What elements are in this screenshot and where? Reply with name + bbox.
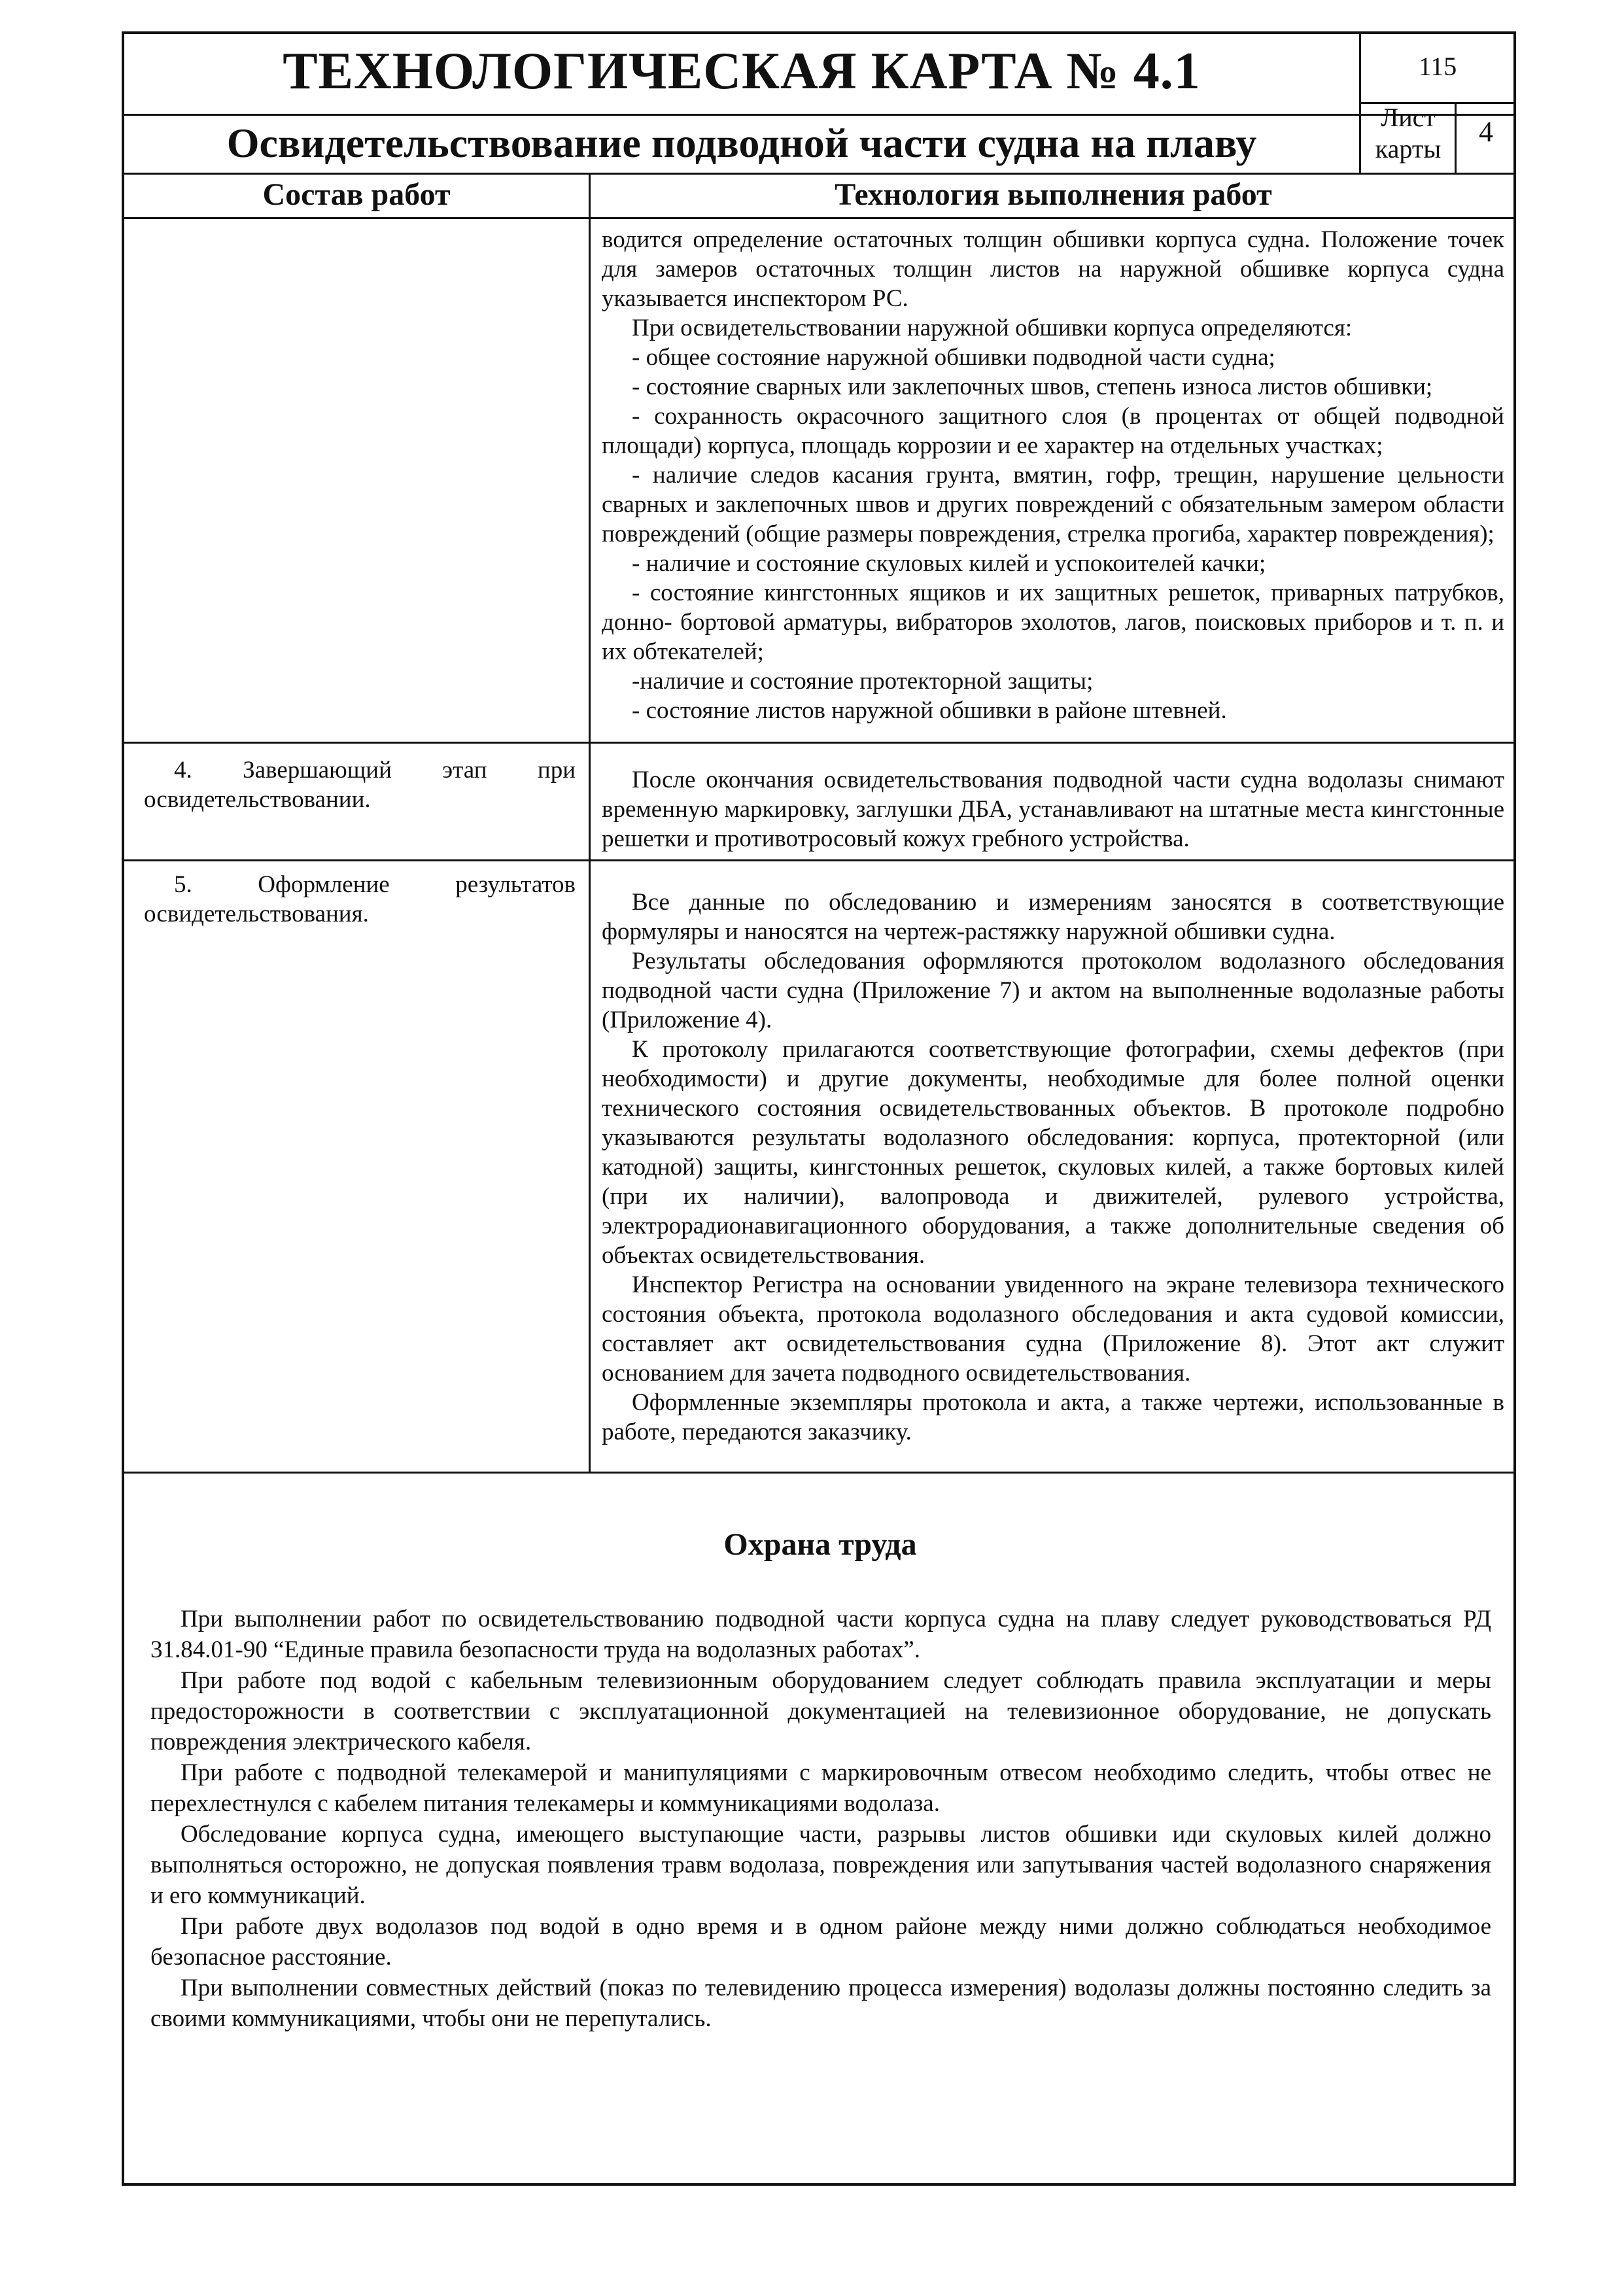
- safety-paragraph: При работе двух водолазов под водой в одно время и в одном районе между ними должно соблюдаться необходимое безопасное расстояние.: [150, 1913, 1491, 1971]
- safety-paragraph: При работе под водой с кабельным телевизионным оборудованием следует соблюдать правила эксплуатации и меры предосторожности в соответствии с эксплуатационной документацией на телевизионное оборудование, не допускать повреждения электрического кабеля.: [150, 1667, 1491, 1755]
- row2-technology-cell: [602, 765, 1504, 854]
- row3-paragraph: К протоколу прилагаются соответствующие фотографии, схемы дефектов (при необходимости) и другие документы, необходимые для более полной оценки технического состояния освидетельствованных объектов. В протоколе подробно указываются результаты водолазного обследования: корпуса, протекторной (или катодной) защиты, кингстонных решеток, скуловых килей, а также бортовых килей (при их наличии), валопровода и движителей, рулевого устройства, электрорадионавигационного оборудования, а также дополнительные сведения об объектах освидетельствования.: [602, 1036, 1504, 1269]
- header-divider-line: [124, 114, 1516, 116]
- row3-stage-cell: [144, 870, 576, 929]
- technological-card-page: [122, 31, 1516, 2186]
- sheet-number: 4: [1479, 116, 1493, 148]
- labor-safety-text: [150, 1604, 1491, 2034]
- safety-paragraph: При выполнении работ по освидетельствованию подводной части корпуса судна на плаву следует руководствоваться РД 31.84.01-90 “Единые правила безопасности труда на водолазных работах”.: [150, 1606, 1491, 1663]
- row1-list-item: - наличие и состояние скуловых килей и успокоителей качки;: [632, 550, 1266, 577]
- stage-final-step: 4. Завершающий этап при освидетельствовании.: [144, 757, 576, 813]
- sheet-label-line1: Лист: [1381, 103, 1436, 132]
- row2-divider-line: [124, 859, 1516, 861]
- sheet-label-line2: карты: [1375, 134, 1442, 164]
- row1-list-item: -наличие и состояние протекторной защиты;: [632, 668, 1094, 695]
- row1-list-item: - сохранность окрасочного защитного слоя (в процентах от общей подводной площади) корпуса, площадь коррозии и ее характер на отдельных участках;: [602, 403, 1504, 459]
- safety-paragraph: При работе с подводной телекамерой и манипуляциями с маркировочным отвесом необходимо следить, чтобы отвес не перехлестнулся с кабелем питания телекамеры и коммуникациями водолаза.: [150, 1759, 1491, 1817]
- row3-paragraph: Оформленные экземпляры протокола и акта, а также чертежи, использованные в работе, передаются заказчику.: [602, 1389, 1504, 1445]
- subtitle-divider-line: [124, 173, 1516, 175]
- row1-divider-line: [124, 742, 1516, 744]
- row1-paragraph: При освидетельствовании наружной обшивки корпуса определяются:: [632, 315, 1353, 341]
- stage-results-documentation: 5. Оформление результатов освидетельствования.: [144, 871, 576, 927]
- row1-list-item: - состояние листов наружной обшивки в районе штевней.: [632, 697, 1227, 724]
- column-header-divider-line: [124, 217, 1516, 219]
- row1-list-item: - общее состояние наружной обшивки подводной части судна;: [632, 344, 1275, 371]
- row1-technology-cell: [602, 225, 1504, 725]
- row1-list-item: - наличие следов касания грунта, вмятин, гофр, трещин, нарушение цельности сварных и заклепочных швов и других повреждений с обязательным замером области повреждений (общие размеры повреждения, стрелка прогиба, характер повреждения);: [602, 462, 1504, 547]
- table-bottom-line: [124, 1472, 1516, 1474]
- column-header-technology: Технология выполнения работ: [835, 177, 1272, 212]
- card-subtitle: Освидетельствование подводной части судна на плаву: [226, 120, 1257, 166]
- row1-list-item: - состояние сварных или заклепочных швов, степень износа листов обшивки;: [632, 373, 1433, 400]
- card-title: ТЕХНОЛОГИЧЕСКАЯ КАРТА № 4.1: [283, 43, 1201, 100]
- row2-paragraph: После окончания освидетельствования подводной части судна водолазы снимают временную маркировку, заглушки ДБА, устанавливают на штатные места кингстонные решетки и противотросовый кожух гребного устройства.: [602, 767, 1504, 852]
- row3-paragraph: Все данные по обследованию и измерениям заносятся в соответствующие формуляры и наносятся на чертеж-растяжку наружной обшивки судна.: [602, 889, 1504, 945]
- page-number: 115: [1418, 52, 1457, 81]
- column-divider-line: [589, 173, 591, 1473]
- row2-stage-cell: [144, 755, 576, 814]
- row3-paragraph: Инспектор Регистра на основании увиденного на экране телевизора технического состояния объекта, протокола водолазного обследования и акта судовой комиссии, составляет акт освидетельствования судна (Приложение 8). Этот акт служит основанием для зачета подводного освидетельствования.: [602, 1271, 1504, 1387]
- row3-technology-cell: [602, 888, 1504, 1447]
- row3-paragraph: Результаты обследования оформляются протоколом водолазного обследования подводной части судна (Приложение 7) и актом на выполненные водолазные работы (Приложение 4).: [602, 948, 1504, 1033]
- safety-paragraph: При выполнении совместных действий (показ по телевидению процесса измерения) водолазы должны постоянно следить за своими коммуникациями, чтобы они не перепутались.: [150, 1975, 1491, 2032]
- column-header-work-composition: Состав работ: [262, 177, 451, 212]
- row1-list-item: - состояние кингстонных ящиков и их защитных решеток, приварных патрубков, донно- бортовой арматуры, вибраторов эхолотов, лагов, поисковых приборов и т. п. и их обтекателей;: [602, 579, 1504, 665]
- labor-safety-heading: Охрана труда: [723, 1527, 917, 1562]
- safety-paragraph: Обследование корпуса судна, имеющего выступающие части, разрывы листов обшивки иди скуловых килей должно выполняться осторожно, не допуская появления травм водолаза, повреждения или запутывания частей водолазного снаряжения и его коммуникаций.: [150, 1821, 1491, 1909]
- row1-paragraph: водится определение остаточных толщин обшивки корпуса судна. Положение точек для замеров остаточных толщин листов на наружной обшивке корпуса судна указывается инспектором РС.: [602, 226, 1504, 312]
- sheet-label: [1360, 102, 1456, 165]
